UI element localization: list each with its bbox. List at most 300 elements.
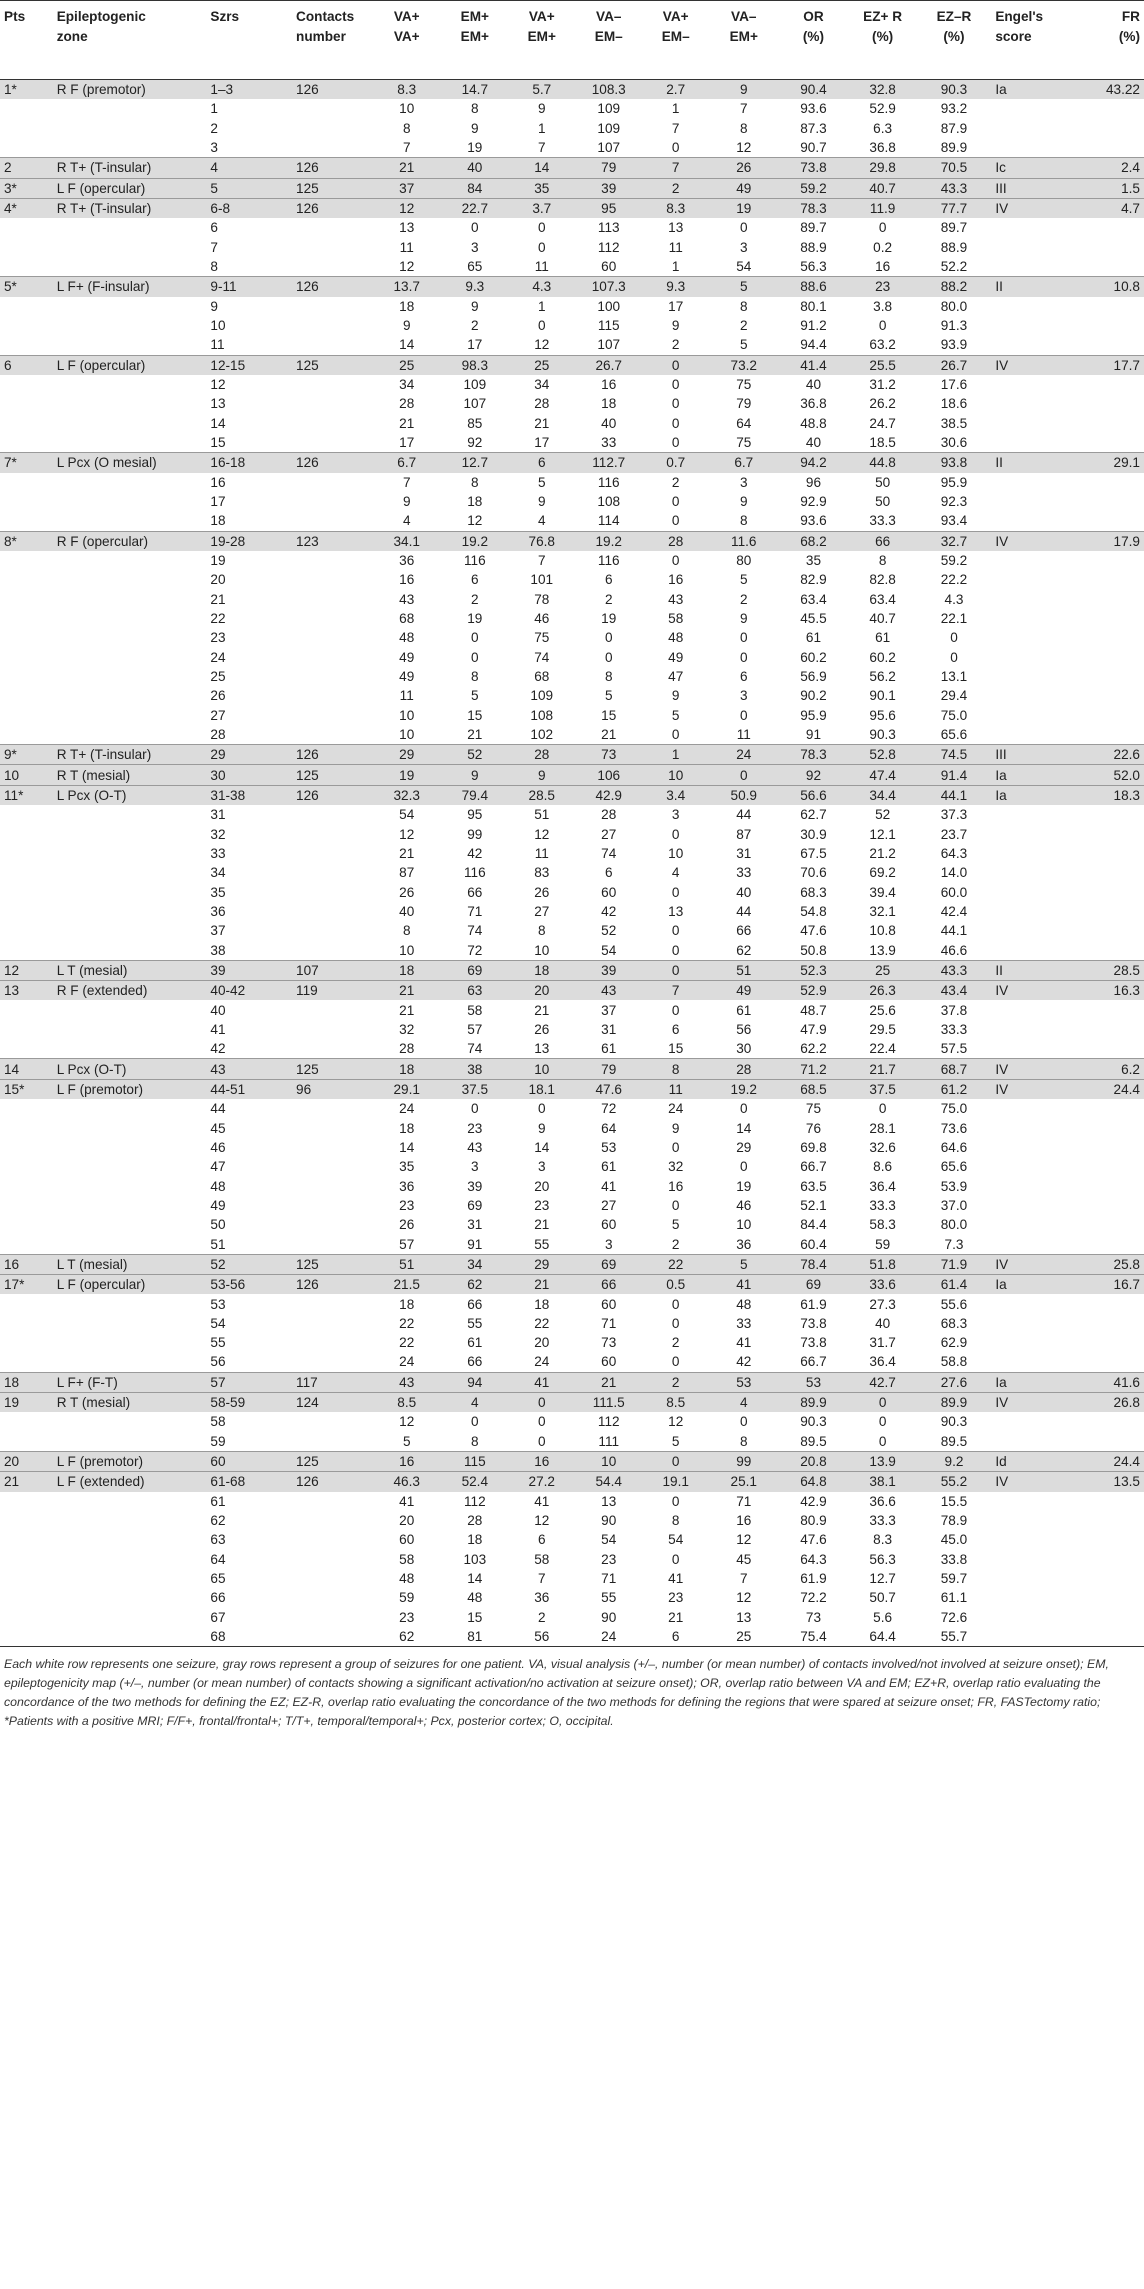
table-cell: 37 (372, 178, 441, 198)
table-cell: 111 (598, 1433, 620, 1449)
table-cell: 11* (0, 785, 53, 805)
table-cell: 0 (604, 630, 613, 646)
table-cell: 60 (601, 1217, 617, 1233)
table-cell: 58.8 (940, 1354, 968, 1370)
table-cell: 4* (0, 198, 53, 218)
seizure-row (0, 1138, 1144, 1157)
table-cell (292, 551, 372, 570)
table-cell: 40 (736, 884, 752, 900)
table-cell: 16 (508, 1451, 575, 1471)
seizure-row (0, 551, 1144, 570)
table-cell: 43 (372, 1372, 441, 1392)
table-cell: 84 (441, 178, 508, 198)
table-cell: 16 (0, 1254, 53, 1274)
table-cell: 0 (671, 1197, 680, 1213)
table-cell (991, 1020, 1079, 1039)
table-cell: 56 (736, 1021, 752, 1037)
table-cell: 71.9 (917, 1254, 992, 1274)
table-cell: 60.0 (940, 884, 968, 900)
table-cell: 82.9 (800, 572, 827, 588)
table-cell: 18 (467, 494, 483, 510)
table-cell: 18.1 (508, 1079, 575, 1099)
table-cell: L Pcx (O mesial) (53, 453, 207, 473)
table-cell: 2 (671, 1236, 680, 1252)
table-cell (991, 1039, 1079, 1059)
table-cell: 90.1 (869, 688, 896, 704)
seizure-row (0, 394, 1144, 413)
table-cell: 9-11 (206, 277, 292, 297)
table-cell: 51 (534, 807, 550, 823)
table-cell: L Pcx (O-T) (53, 1059, 207, 1079)
table-cell: 53 (210, 1296, 226, 1312)
table-cell: 23 (467, 1120, 483, 1136)
table-cell: 7 (210, 239, 218, 255)
table-cell: 13.9 (849, 1451, 917, 1471)
table-cell: 87 (399, 865, 415, 881)
table-cell (0, 1627, 53, 1647)
table-cell (991, 1176, 1079, 1195)
table-cell: 13 (399, 220, 415, 236)
table-cell: 98.3 (441, 355, 508, 375)
table-cell: 62.2 (800, 1041, 827, 1057)
seizure-row (0, 1352, 1144, 1372)
table-cell (292, 1314, 372, 1333)
table-cell: 59.2 (940, 553, 968, 569)
table-cell: 26.7 (575, 355, 642, 375)
table-cell: 35 (210, 884, 226, 900)
table-cell: 48 (668, 630, 684, 646)
patient-row (0, 1372, 1144, 1392)
table-cell: 8 (402, 923, 411, 939)
table-cell: 89.5 (940, 1433, 968, 1449)
table-cell: 23 (601, 1551, 617, 1567)
table-cell: 19 (372, 765, 441, 785)
table-cell (53, 99, 207, 118)
table-cell (991, 1412, 1079, 1431)
table-cell (53, 921, 207, 940)
table-cell: 6 (210, 220, 218, 236)
table-cell: 66.7 (800, 1159, 827, 1175)
table-cell: 94.4 (800, 337, 827, 353)
seizure-row (0, 297, 1144, 316)
seizure-row (0, 1314, 1144, 1333)
table-cell: 52.3 (778, 960, 848, 980)
table-cell: 68.3 (800, 884, 827, 900)
table-cell: 47.6 (575, 1079, 642, 1099)
table-cell: 50 (875, 494, 891, 510)
table-cell: Ia (991, 785, 1079, 805)
table-cell (0, 1492, 53, 1511)
table-cell: 36.8 (869, 140, 896, 156)
table-cell: 21 (372, 158, 441, 178)
table-cell: 40.7 (849, 178, 917, 198)
table-cell: 33.8 (940, 1551, 968, 1567)
table-cell: 58 (210, 1414, 226, 1430)
patient-row (0, 1254, 1144, 1274)
table-cell (1079, 1176, 1144, 1195)
table-cell (1079, 1020, 1144, 1039)
seizure-row (0, 1099, 1144, 1118)
table-cell (991, 218, 1079, 237)
table-cell: 89.9 (940, 140, 968, 156)
table-cell: 44 (736, 807, 752, 823)
table-cell (991, 1588, 1079, 1607)
table-cell: 100 (597, 298, 621, 314)
table-cell (53, 492, 207, 511)
table-cell: 71 (467, 903, 483, 919)
table-cell: 45.5 (800, 611, 827, 627)
table-cell: 21.5 (372, 1275, 441, 1295)
table-cell (53, 844, 207, 863)
table-cell (292, 1511, 372, 1530)
table-cell: 40 (210, 1002, 226, 1018)
table-cell (991, 902, 1079, 921)
table-cell: 18.6 (940, 396, 968, 412)
table-cell: 114 (597, 513, 620, 529)
table-cell: 3 (739, 474, 748, 490)
table-cell (0, 648, 53, 667)
table-cell (0, 1608, 53, 1627)
table-cell: 68.2 (778, 531, 848, 551)
table-cell: 90.3 (869, 726, 896, 742)
table-cell: 33.3 (940, 1021, 968, 1037)
table-cell: 34 (399, 377, 415, 393)
table-cell: 60.4 (800, 1236, 827, 1252)
table-cell: 27 (534, 903, 550, 919)
table-cell: 126 (292, 785, 372, 805)
table-cell: 39.4 (869, 884, 896, 900)
table-cell: 9 (739, 494, 748, 510)
table-cell: 28 (601, 807, 617, 823)
table-cell: 22 (642, 1254, 709, 1274)
table-cell: 6.7 (709, 453, 778, 473)
table-cell (1079, 218, 1144, 237)
table-cell (1079, 1432, 1144, 1452)
table-cell: 0 (739, 220, 748, 236)
table-cell: 52.9 (869, 101, 896, 117)
table-cell: 49 (709, 178, 778, 198)
table-cell: 0 (671, 435, 680, 451)
table-cell: 60.2 (800, 649, 827, 665)
seizure-row (0, 940, 1144, 960)
table-cell (991, 1550, 1079, 1569)
table-cell: 69.2 (869, 865, 896, 881)
table-cell: L F (premotor) (53, 1451, 207, 1471)
table-cell (991, 511, 1079, 531)
table-cell (292, 1039, 372, 1059)
table-cell: 99 (709, 1451, 778, 1471)
table-cell: 22.4 (869, 1041, 896, 1057)
table-cell: 20 (210, 572, 226, 588)
table-cell: 47.6 (800, 923, 827, 939)
table-cell (991, 1294, 1079, 1313)
table-cell: 13 (210, 396, 226, 412)
table-cell: II (991, 960, 1079, 980)
table-cell: 47.6 (800, 1532, 827, 1548)
table-cell: 95.9 (800, 707, 827, 723)
table-cell: 51 (372, 1254, 441, 1274)
table-cell: 40-42 (206, 981, 292, 1001)
table-cell: 83 (534, 865, 550, 881)
table-cell: 72.6 (940, 1609, 968, 1625)
table-cell (0, 1294, 53, 1313)
seizure-row (0, 511, 1144, 531)
table-cell (292, 335, 372, 355)
table-cell (1079, 940, 1144, 960)
table-cell: 6.3 (873, 120, 893, 136)
table-cell: 52.4 (441, 1472, 508, 1492)
table-cell: 72 (467, 942, 483, 958)
table-cell: 13 (601, 1493, 617, 1509)
table-cell: 11 (736, 726, 751, 742)
table-cell: 12.1 (869, 826, 896, 842)
table-cell (292, 863, 372, 882)
table-cell: 0 (537, 1101, 546, 1117)
table-cell: 0 (604, 649, 613, 665)
table-cell (991, 686, 1079, 705)
table-cell: 10 (399, 726, 415, 742)
table-cell (292, 725, 372, 745)
table-cell: 108 (597, 494, 621, 510)
table-cell (1079, 335, 1144, 355)
table-cell (53, 570, 207, 589)
table-cell: 39 (467, 1178, 483, 1194)
table-cell: 9 (709, 80, 778, 100)
table-cell (292, 492, 372, 511)
table-cell: 23.7 (940, 826, 968, 842)
table-cell: 7* (0, 453, 53, 473)
seizure-row (0, 1039, 1144, 1059)
table-cell (1079, 394, 1144, 413)
table-cell: 46.6 (940, 942, 968, 958)
table-cell: 62 (441, 1275, 508, 1295)
table-cell (991, 706, 1079, 725)
table-cell (292, 1000, 372, 1019)
table-cell (991, 414, 1079, 433)
table-cell: 0 (671, 415, 680, 431)
table-cell: 10 (399, 707, 415, 723)
table-cell: 46 (534, 611, 550, 627)
table-cell (1079, 119, 1144, 138)
table-cell (53, 1492, 207, 1511)
table-cell: 10 (399, 101, 415, 117)
table-cell (292, 570, 372, 589)
table-cell (292, 648, 372, 667)
table-cell (0, 1138, 53, 1157)
table-cell: 96 (805, 474, 822, 490)
table-cell: 75.4 (800, 1629, 827, 1645)
table-cell: 63 (441, 981, 508, 1001)
table-cell: 74 (534, 649, 550, 665)
table-cell: 9 (402, 318, 411, 334)
table-cell (292, 1333, 372, 1352)
table-cell: 18 (372, 1059, 441, 1079)
table-cell: 9* (0, 745, 53, 765)
table-cell: 9 (471, 298, 479, 314)
table-cell: IV (991, 1392, 1079, 1412)
table-cell: 16.7 (1079, 1275, 1144, 1295)
table-cell: 11 (642, 1079, 709, 1099)
table-cell: 75.0 (940, 707, 968, 723)
table-cell: 8 (739, 513, 748, 529)
table-cell: 36 (399, 553, 415, 569)
table-cell (292, 921, 372, 940)
table-cell: 60 (601, 884, 617, 900)
table-cell: 59 (210, 1433, 226, 1449)
table-cell: 51 (709, 960, 778, 980)
table-cell (53, 257, 207, 277)
table-cell: 19 (709, 198, 778, 218)
table-cell: 31.2 (869, 377, 896, 393)
table-cell: 76.8 (508, 531, 575, 551)
table-cell: 12.7 (441, 453, 508, 473)
table-cell: 1 (642, 745, 709, 765)
table-cell (53, 511, 207, 531)
table-cell (0, 1020, 53, 1039)
table-cell: Ia (991, 765, 1079, 785)
table-cell: II (991, 453, 1079, 473)
seizure-row (0, 473, 1144, 492)
table-cell: 45 (210, 1120, 226, 1136)
table-cell (53, 609, 207, 628)
table-cell: 7 (642, 158, 709, 178)
table-cell: 64 (210, 1551, 226, 1567)
table-cell (0, 1118, 53, 1137)
table-cell: 47.4 (849, 765, 917, 785)
table-cell: 16 (399, 572, 415, 588)
column-header: VA+ EM– (661, 9, 690, 44)
table-cell: 8 (604, 669, 613, 684)
table-cell: 50 (210, 1217, 226, 1233)
table-cell: 21 (508, 1275, 575, 1295)
seizure-row (0, 375, 1144, 394)
column-header: Epileptogenic zone (56, 9, 146, 44)
table-cell (292, 628, 372, 647)
table-cell: 20 (534, 1178, 550, 1194)
table-cell: 42 (736, 1354, 752, 1370)
table-cell (292, 238, 372, 257)
table-cell: 61.2 (917, 1079, 992, 1099)
table-cell: 42.7 (849, 1372, 917, 1392)
table-cell: 73.2 (709, 355, 778, 375)
table-cell: 2 (671, 474, 680, 490)
table-body (0, 80, 1144, 1647)
table-cell (292, 375, 372, 394)
table-cell: 112.7 (575, 453, 642, 473)
table-cell: 8 (642, 1059, 709, 1079)
table-cell: 8 (537, 923, 546, 939)
table-cell: 21 (575, 1372, 642, 1392)
table-cell: 49 (399, 649, 415, 665)
table-cell: 7 (537, 553, 546, 569)
table-cell: 7 (739, 1571, 748, 1587)
table-cell (292, 394, 372, 413)
seizure-row (0, 1118, 1144, 1137)
table-cell: L Pcx (O-T) (53, 785, 207, 805)
column-header: EZ–R (%) (936, 9, 972, 44)
table-cell: 43 (206, 1059, 292, 1079)
table-cell (991, 667, 1079, 686)
table-cell: 62.9 (940, 1335, 968, 1351)
table-cell (991, 940, 1079, 960)
table-cell: 10 (508, 1059, 575, 1079)
table-cell: 0 (671, 396, 680, 412)
table-cell (991, 648, 1079, 667)
table-cell: 45.0 (940, 1532, 968, 1548)
table-cell (0, 609, 53, 628)
table-cell: 5 (671, 707, 680, 723)
table-cell: 68.3 (940, 1315, 968, 1331)
table-cell: 1 (537, 120, 546, 136)
table-cell: 21 (399, 415, 415, 431)
table-cell (991, 1138, 1079, 1157)
table-cell: 73 (601, 1335, 617, 1351)
table-cell (0, 1314, 53, 1333)
table-cell: 95 (467, 807, 483, 823)
table-cell: 66.7 (800, 1354, 827, 1370)
table-cell: 10 (642, 765, 709, 785)
table-cell: 19 (210, 553, 226, 569)
table-cell: 0.2 (873, 239, 893, 255)
table-cell (1079, 1608, 1144, 1627)
table-cell (991, 335, 1079, 355)
seizure-row (0, 1569, 1144, 1588)
table-cell (991, 921, 1079, 940)
table-cell: 92.9 (800, 494, 827, 510)
table-cell: 90.7 (800, 140, 827, 156)
patient-row (0, 1059, 1144, 1079)
table-cell: 0 (642, 355, 709, 375)
table-cell (991, 473, 1079, 492)
table-cell: 46.3 (372, 1472, 441, 1492)
table-cell: 0 (471, 630, 479, 646)
table-cell: 12 (736, 1590, 752, 1606)
table-cell: 35 (508, 178, 575, 198)
table-cell: 3.4 (642, 785, 709, 805)
table-cell: 16 (601, 377, 617, 393)
column-header: VA+ VA+ (393, 9, 420, 44)
table-cell: 52 (441, 745, 508, 765)
table-cell: 115 (597, 318, 620, 334)
seizure-row (0, 1294, 1144, 1313)
patient-row (0, 158, 1144, 178)
table-cell: 91 (805, 726, 822, 742)
table-cell: IV (991, 355, 1079, 375)
table-cell: 52.1 (800, 1197, 827, 1213)
table-cell: 52.8 (849, 745, 917, 765)
table-cell (1079, 590, 1144, 609)
table-cell: 55.7 (940, 1629, 968, 1645)
table-cell (53, 1550, 207, 1569)
table-cell: R F (premotor) (53, 80, 207, 100)
table-cell: 15.5 (940, 1493, 968, 1509)
table-cell (53, 1530, 207, 1549)
table-cell (991, 375, 1079, 394)
table-cell: 7 (671, 120, 680, 136)
table-cell: 61 (601, 1159, 617, 1175)
table-cell: 38 (441, 1059, 508, 1079)
table-cell: 66 (849, 531, 917, 551)
table-cell: 4 (402, 513, 411, 529)
table-cell: 126 (292, 198, 372, 218)
table-cell: IV (991, 981, 1079, 1001)
table-cell: 23 (210, 630, 226, 646)
table-cell: 93.2 (940, 101, 968, 117)
table-cell: 90.3 (917, 80, 992, 100)
table-cell: 29 (372, 745, 441, 765)
table-cell: IV (991, 531, 1079, 551)
table-cell (1079, 628, 1144, 647)
